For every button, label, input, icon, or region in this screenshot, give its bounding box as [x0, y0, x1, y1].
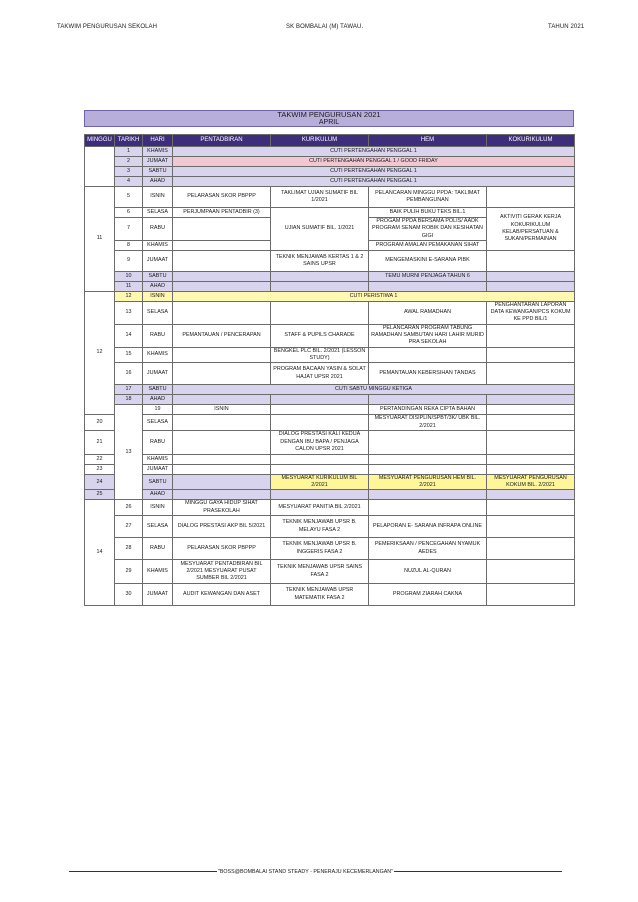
pentadbiran-cell: PELARASAN SKOR PBPPP	[173, 187, 271, 208]
hem-cell: MESYUARAT PENGURUSAN HEM BIL. 2/2021	[369, 474, 487, 490]
date-cell: 26	[115, 500, 143, 516]
day-cell: KHAMIS	[143, 347, 173, 363]
date-cell: 23	[85, 464, 115, 474]
kokurikulum-cell	[487, 500, 575, 516]
kokurikulum-cell	[487, 395, 575, 405]
table-row	[85, 415, 575, 431]
table-row	[85, 430, 575, 454]
kurikulum-cell: TEKNIK MENJAWAB KERTAS 1 & 2 SAINS UPSR	[271, 250, 369, 271]
date-cell: 18	[115, 395, 143, 405]
holiday-cell: CUTI PERISTIWA 1	[173, 291, 575, 301]
day-cell: SELASA	[143, 208, 173, 218]
pentadbiran-cell	[173, 415, 271, 431]
col-header-kokurikulum: KOKURIKULUM	[487, 135, 575, 147]
date-cell: 6	[115, 208, 143, 218]
col-header-hem: HEM	[369, 135, 487, 147]
kokurikulum-cell	[487, 271, 575, 281]
kokurikulum-cell	[487, 187, 575, 208]
table-header-row	[85, 135, 575, 147]
kokurikulum-cell	[487, 347, 575, 363]
kokurikulum-cell	[487, 324, 575, 347]
col-header-tarikh: TARIKH	[115, 135, 143, 147]
day-cell: ISNIN	[143, 291, 173, 301]
kurikulum-cell: PERTANDINGAN REKA CIPTA BAHAN	[369, 405, 487, 415]
date-cell: 16	[115, 363, 143, 385]
hem-cell: PROGRAM AMALAN PEMAKANAN SIHAT	[369, 240, 487, 250]
pentadbiran-cell	[173, 301, 271, 324]
date-cell: 14	[115, 324, 143, 347]
pentadbiran-cell	[173, 250, 271, 271]
holiday-cell: CUTI PERTENGAHAN PENGGAL 1	[173, 167, 575, 177]
table-row	[85, 177, 575, 187]
table-row	[85, 474, 575, 490]
kokurikulum-cell	[487, 454, 575, 464]
date-cell: 27	[115, 516, 143, 538]
kurikulum-cell: TAKLIMAT UJIAN SUMATIF BIL 1/2021	[271, 187, 369, 208]
date-cell: 25	[85, 490, 115, 500]
table-row	[85, 347, 575, 363]
kurikulum-cell: STAFF & PUPILS CHARADE	[271, 324, 369, 347]
pentadbiran-cell	[173, 454, 271, 464]
table-row	[85, 281, 575, 291]
pentadbiran-cell	[173, 430, 271, 454]
kurikulum-cell	[271, 415, 369, 431]
day-cell: ISNIN	[143, 187, 173, 208]
day-cell: SABTU	[143, 167, 173, 177]
date-cell: 10	[115, 271, 143, 281]
pentadbiran-cell	[173, 490, 271, 500]
hem-cell	[369, 464, 487, 474]
day-cell: KHAMIS	[143, 147, 173, 157]
pentadbiran-cell	[173, 281, 271, 291]
hem-cell: BAIK PULIH BUKU TEKS BIL.1	[369, 208, 487, 218]
day-cell: SABTU	[143, 385, 173, 395]
day-cell: RABU	[143, 324, 173, 347]
date-cell: 7	[115, 218, 143, 241]
holiday-cell: CUTI SABTU MINGGU KETIGA	[173, 385, 575, 395]
kurikulum-cell	[271, 301, 369, 324]
hem-cell	[369, 281, 487, 291]
kurikulum-cell: MESYUARAT KURIKULUM BIL 2/2021	[271, 474, 369, 490]
kokurikulum-cell	[487, 250, 575, 271]
table-row	[85, 324, 575, 347]
table-row	[85, 395, 575, 405]
day-cell: KHAMIS	[143, 454, 173, 464]
week-cell: 14	[85, 500, 115, 606]
kokurikulum-cell	[487, 281, 575, 291]
kurikulum-cell: UJIAN SUMATIF BIL. 1/2021	[271, 208, 369, 251]
table-row	[85, 301, 575, 324]
date-cell: 3	[115, 167, 143, 177]
kokurikulum-cell	[487, 538, 575, 560]
table-row	[85, 167, 575, 177]
footer-rule-right	[394, 871, 562, 872]
day-cell: JUMAAT	[143, 250, 173, 271]
hem-cell: PEMANTAUAN KEBERSIHAN TANDAS	[369, 363, 487, 385]
kokurikulum-cell	[487, 584, 575, 606]
kokurikulum-cell: MESYUARAT PENGURUSAN KOKUM BIL. 2/2021	[487, 474, 575, 490]
date-cell: 4	[115, 177, 143, 187]
week-cell-blank	[85, 147, 115, 187]
day-cell: JUMAAT	[143, 584, 173, 606]
table-row	[85, 271, 575, 281]
kokurikulum-cell	[487, 464, 575, 474]
pentadbiran-cell	[173, 271, 271, 281]
hem-cell: TEMU MURNI PENJAGA TAHUN 6	[369, 271, 487, 281]
pentadbiran-cell: MESYUARAT PENTADBIRAN BIL 2/2021 MESYUARAT PUSAT SUMBER BIL 2/2021	[173, 560, 271, 584]
kurikulum-cell: TEKNIK MENJAWAB UPSR B. MELAYU FASA 2	[271, 516, 369, 538]
hem-cell: MENGEMASKINI E-SARANA PIBK	[369, 250, 487, 271]
day-cell: JUMAAT	[143, 363, 173, 385]
kurikulum-cell	[271, 454, 369, 464]
pentadbiran-cell	[173, 363, 271, 385]
kurikulum-cell: TEKNIK MENJAWAB UPSR MATEMATIK FASA 2	[271, 584, 369, 606]
calendar-month: APRIL	[318, 119, 340, 126]
week-cell: 12	[85, 291, 115, 414]
hem-cell	[369, 454, 487, 464]
date-cell: 29	[115, 560, 143, 584]
hem-cell	[369, 395, 487, 405]
hem-cell: PEMERIKSAAN / PENCEGAHAN NYAMUK AEDES	[369, 538, 487, 560]
pentadbiran-cell	[173, 395, 271, 405]
pentadbiran-cell: PELARASAN SKOR PBPPP	[173, 538, 271, 560]
date-cell: 24	[85, 474, 115, 490]
date-cell: 20	[85, 415, 115, 431]
kurikulum-cell	[271, 464, 369, 474]
pentadbiran-cell	[173, 347, 271, 363]
day-cell: AHAD	[143, 281, 173, 291]
day-cell: RABU	[143, 430, 173, 454]
hem-cell	[369, 430, 487, 454]
date-cell: 2	[115, 157, 143, 167]
day-cell: ISNIN	[173, 405, 271, 415]
day-cell: JUMAAT	[143, 464, 173, 474]
header-right: TAHUN 2021	[548, 24, 585, 30]
table-row	[85, 187, 575, 208]
day-cell: RABU	[143, 538, 173, 560]
day-cell: KHAMIS	[143, 560, 173, 584]
pentadbiran-cell: PEMANTAUAN / PENCERAPAN	[173, 324, 271, 347]
kokurikulum-cell	[487, 430, 575, 454]
day-cell: SELASA	[143, 301, 173, 324]
kokurikulum-cell	[487, 560, 575, 584]
date-cell: 22	[85, 454, 115, 464]
footer-rule-left	[69, 871, 217, 872]
hem-cell: PELANCARAN PROGRAM TABUNG RAMADHAN SAMBUTAN HARI LAHIR MURID PRA SEKOLAH	[369, 324, 487, 347]
holiday-cell: CUTI PERTENGAHAN PENGGAL 1 / GOOD FRIDAY	[173, 157, 575, 167]
table-row	[85, 538, 575, 560]
col-header-kurikulum: KURIKULUM	[271, 135, 369, 147]
pentadbiran-cell	[271, 405, 369, 415]
table-row	[85, 157, 575, 167]
kurikulum-cell: DIALOG PRESTASI KALI KEDUA DENGAN IBU BAPA / PENJAGA CALON UPSR 2021	[271, 430, 369, 454]
pentadbiran-cell: AUDIT KEWANGAN DAN ASET	[173, 584, 271, 606]
date-cell: 17	[115, 385, 143, 395]
table-row	[85, 454, 575, 464]
pentadbiran-cell	[173, 240, 271, 250]
pentadbiran-cell: PERJUMPAAN PENTADBIR (3)	[173, 208, 271, 218]
kurikulum-cell	[271, 490, 369, 500]
day-cell: KHAMIS	[143, 240, 173, 250]
kurikulum-cell	[271, 271, 369, 281]
pentadbiran-cell	[173, 218, 271, 241]
footer-motto: "BOSS@BOMBALAI STAND STEADY - PENERAJU KECEMERLANGAN"	[218, 869, 393, 875]
kurikulum-cell: TEKNIK MENJAWAB UPSR SAINS FASA 2	[271, 560, 369, 584]
date-cell: 30	[115, 584, 143, 606]
table-row	[85, 208, 575, 218]
calendar-title: TAKWIM PENGURUSAN 2021	[277, 110, 381, 119]
kokurikulum-cell	[487, 490, 575, 500]
date-cell: 1	[115, 147, 143, 157]
table-row	[85, 560, 575, 584]
col-header-hari: HARI	[143, 135, 173, 147]
table-row	[85, 363, 575, 385]
date-cell: 15	[115, 347, 143, 363]
kokurikulum-cell	[487, 415, 575, 431]
table-row	[85, 500, 575, 516]
table-row	[85, 250, 575, 271]
kurikulum-cell: TEKNIK MENJAWAB UPSR B. INGGERIS FASA 2	[271, 538, 369, 560]
hem-cell: MESYUARAT DISIPLIN/SPBT/3K/ UBK BIL. 2/2021	[369, 415, 487, 431]
kokurikulum-cell: PENGHANTARAN LAPORAN DATA KEWANGAN/PCS KOKUM KE PPD BIL/1	[487, 301, 575, 324]
table-row	[85, 405, 575, 415]
day-cell: SELASA	[143, 516, 173, 538]
footer	[57, 869, 574, 875]
table-row	[85, 490, 575, 500]
kurikulum-cell: PROGRAM BACAAN YASIN & SOLAT HAJAT UPSR 2021	[271, 363, 369, 385]
col-header-minggu: MINGGU	[85, 135, 115, 147]
holiday-cell: CUTI PERTENGAHAN PENGGAL 1	[173, 177, 575, 187]
hem-cell	[369, 347, 487, 363]
day-cell: AHAD	[143, 490, 173, 500]
calendar-title-box	[84, 110, 574, 127]
kokurikulum-cell	[487, 363, 575, 385]
header-left: TAKWIM PENGURUSAN SEKOLAH	[57, 24, 158, 30]
table-row	[85, 385, 575, 395]
table-row	[85, 464, 575, 474]
pentadbiran-cell: MINGGU GAYA HIDUP SIHAT PRASEKOLAH	[173, 500, 271, 516]
kurikulum-cell	[271, 281, 369, 291]
hem-cell	[369, 500, 487, 516]
kokurikulum-cell: AKTIVITI GERAK KERJA KOKURIKULUM KELAB/PERSATUAN & SUKAN/PERMAINAN	[487, 208, 575, 251]
day-cell: AHAD	[143, 177, 173, 187]
date-cell: 28	[115, 538, 143, 560]
header-center: SK BOMBALAI (M) TAWAU.	[286, 24, 364, 30]
hem-cell: PROGAM PPDA BERSAMA POLIS/ AADK PROGRAM SENAM ROBIK DAN KESIHATAN GIGI	[369, 218, 487, 241]
hem-cell: AWAL RAMADHAN	[369, 301, 487, 324]
date-cell: 19	[143, 405, 173, 415]
holiday-cell: CUTI PERTENGAHAN PENGGAL 1	[173, 147, 575, 157]
date-cell: 21	[85, 430, 115, 454]
hem-cell: NUZUL AL-QURAN	[369, 560, 487, 584]
table-row	[85, 147, 575, 157]
day-cell: SABTU	[143, 271, 173, 281]
kokurikulum-cell	[487, 516, 575, 538]
table-row	[85, 584, 575, 606]
kurikulum-cell	[271, 395, 369, 405]
day-cell: AHAD	[143, 395, 173, 405]
hem-cell: PELAPORAN E- SARANA INFRAPA ONLINE	[369, 516, 487, 538]
day-cell: ISNIN	[143, 500, 173, 516]
day-cell: SELASA	[143, 415, 173, 431]
table-row	[85, 516, 575, 538]
date-cell: 9	[115, 250, 143, 271]
week-cell: 13	[115, 405, 143, 500]
date-cell: 5	[115, 187, 143, 208]
week-cell: 11	[85, 187, 115, 292]
hem-cell	[487, 405, 575, 415]
date-cell: 12	[115, 291, 143, 301]
date-cell: 13	[115, 301, 143, 324]
day-cell: SABTU	[143, 474, 173, 490]
pentadbiran-cell: DIALOG PRESTASI AKP BIL 5/2021	[173, 516, 271, 538]
hem-cell	[369, 490, 487, 500]
pentadbiran-cell	[173, 474, 271, 490]
kurikulum-cell: BENGKEL PLC BIL. 2/2021 (LESSON STUDY)	[271, 347, 369, 363]
pentadbiran-cell	[173, 464, 271, 474]
hem-cell: PELANCARAN MINGGU PPDA: TAKLIMAT PEMBANGUNAN	[369, 187, 487, 208]
hem-cell: PROGRAM ZIARAH CAKNA	[369, 584, 487, 606]
date-cell: 11	[115, 281, 143, 291]
table-row	[85, 291, 575, 301]
day-cell: RABU	[143, 218, 173, 241]
day-cell: JUMAAT	[143, 157, 173, 167]
date-cell: 8	[115, 240, 143, 250]
col-header-pentadbiran: PENTADBIRAN	[173, 135, 271, 147]
kurikulum-cell: MESYUARAT PANITIA BIL 2/2021	[271, 500, 369, 516]
calendar-table	[84, 134, 575, 606]
